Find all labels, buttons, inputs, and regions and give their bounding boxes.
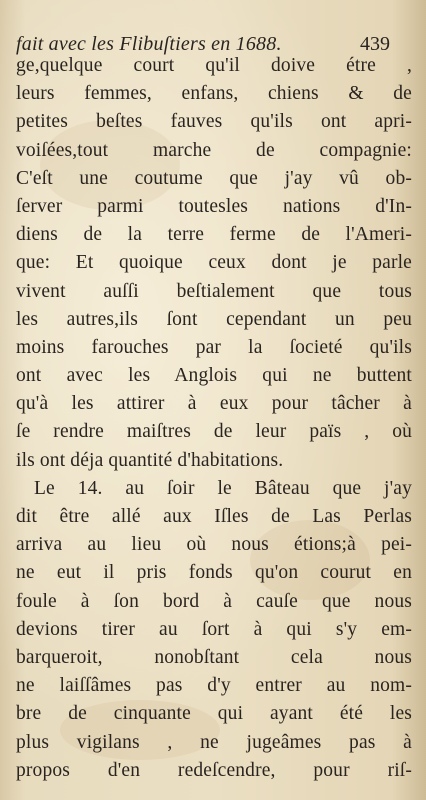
text-line: foule à ſon bord à cauſe que nous — [16, 590, 412, 612]
text-line: ne eut il pris fonds qu'on courut en — [16, 562, 412, 584]
text-line: C'eſt une coutume que j'ay vû ob- — [16, 167, 412, 189]
text-line: que: Et quoique ceux dont je parle — [16, 252, 412, 274]
text-line: devions tirer au ſort à qui s'y em- — [16, 618, 412, 640]
text-line: ge,quelque court qu'il doive étre , — [16, 55, 412, 76]
text-line: propos d'en redeſcendre, pour riſ- — [16, 759, 412, 781]
text-line: ſe rendre maiſtres de leur païs , où — [16, 421, 412, 443]
text-line: petites beſtes fauves qu'ils ont apri- — [16, 111, 412, 133]
text-line: ont avec les Anglois qui ne buttent — [16, 365, 412, 387]
text-line: ne laiſſâmes pas d'y entrer au nom- — [16, 675, 412, 697]
text-line: moins farouches par la ſocieté qu'ils — [16, 336, 412, 358]
running-title: fait avec les Flibuſtiers en 1688. — [16, 33, 282, 55]
page-number: 439 — [360, 33, 390, 55]
text-body — [16, 52, 412, 785]
text-line: vivent auſſi beſtialement que tous — [16, 280, 412, 302]
text-line: bre de cinquante qui ayant été les — [16, 703, 412, 725]
text-line: arriva au lieu où nous étions;à pei- — [16, 534, 412, 556]
text-line: barqueroit, nonobſtant cela nous — [16, 646, 412, 668]
text-line: les autres,ils ſont cependant un peu — [16, 308, 412, 330]
text-line: Le 14. au ſoir le Bâteau que j'ay — [34, 477, 412, 499]
text-line: ils ont déja quantité d'habitations. — [16, 449, 284, 471]
text-line: voiſées,tout marche de compagnie: — [16, 139, 412, 161]
text-line: qu'à les attirer à eux pour tâcher à — [16, 393, 412, 415]
text-line: plus vigilans , ne jugeâmes pas à — [16, 731, 412, 753]
text-line: dit être allé aux Iſles de Las Perlas — [16, 506, 412, 527]
text-line: leurs femmes, enfans, chiens & de — [16, 83, 412, 105]
text-line: ſerver parmi toutesles nations d'In- — [16, 195, 412, 217]
text-line: diens de la terre ferme de l'Ameri- — [16, 224, 412, 246]
